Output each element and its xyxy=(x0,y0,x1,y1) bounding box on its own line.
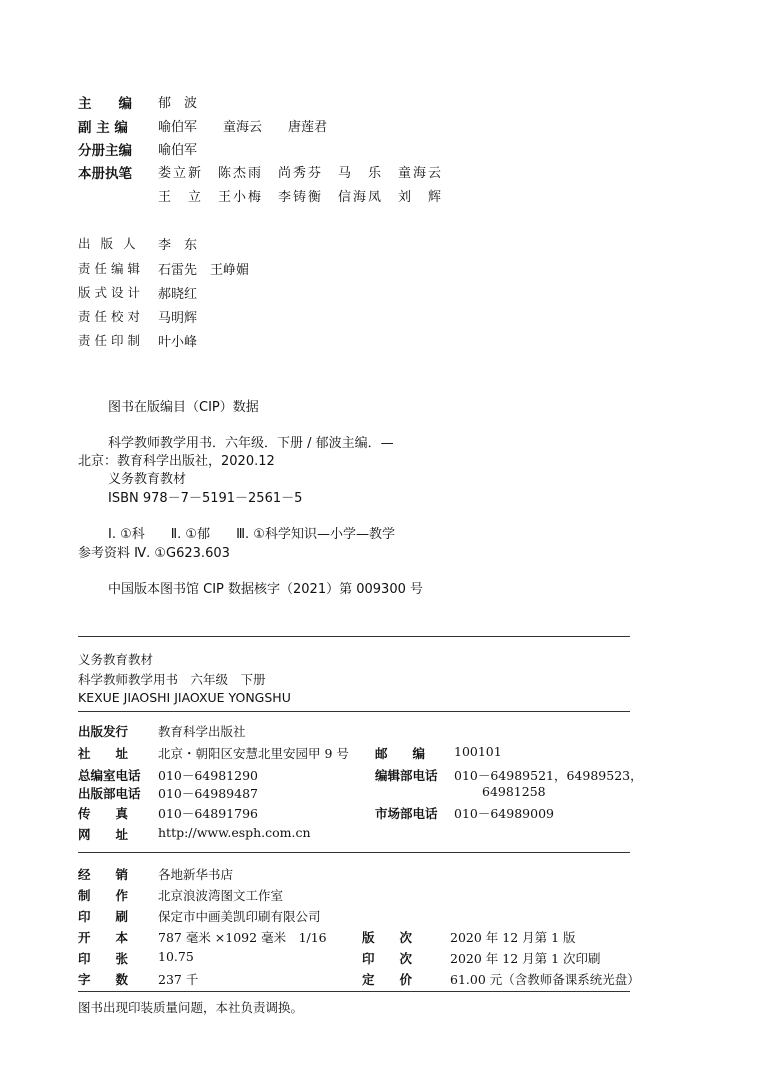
deputy-editor-label: 副 主 编 xyxy=(78,120,128,136)
format-label: 开 本 xyxy=(78,930,129,945)
distributor-value: 各地新华书店 xyxy=(158,867,234,882)
cip-line-2: 北京：教育科学出版社，2020.12 xyxy=(78,454,275,469)
print-supervisor-label: 责任印制 xyxy=(78,333,145,348)
deputy-editor-names: 喻伯军 童海云 唐莲君 xyxy=(158,120,328,135)
editorial-tel-value-2: 64981258 xyxy=(482,784,546,799)
issuer-label: 出版发行 xyxy=(78,724,129,739)
postcode-label: 邮 编 xyxy=(375,746,426,761)
chief-editor-label: 主 编 xyxy=(78,96,132,112)
impression-label: 印 次 xyxy=(362,951,413,966)
editorial-tel-value: 010－64989521，64989523， xyxy=(454,768,643,783)
address-label: 社 址 xyxy=(78,746,129,761)
cip-line-6: 参考资料 Ⅳ. ①G623.603 xyxy=(78,546,230,561)
cip-line-1: 科学教师教学用书．六年级．下册 / 郁波主编．— xyxy=(108,436,394,451)
editors-value: 石雷先 王峥媚 xyxy=(158,263,250,278)
distributor-label: 经 销 xyxy=(78,867,129,882)
market-tel-value: 010－64989009 xyxy=(454,806,554,821)
volume-editor-label: 分册主编 xyxy=(78,143,132,159)
price-value: 61.00 元（含教师备课系统光盘） xyxy=(450,972,640,987)
design-value: 郝晓红 xyxy=(158,287,198,302)
cip-line-7: 中国版本图书馆 CIP 数据核字（2021）第 009300 号 xyxy=(108,582,423,597)
website-label: 网 址 xyxy=(78,827,129,842)
maker-label: 制 作 xyxy=(78,888,129,903)
editors-label: 责任编辑 xyxy=(78,261,145,276)
publisher-value: 李 东 xyxy=(158,238,198,253)
writers-names-line2: 王 立 王小梅 李铸衡 信海凤 刘 辉 xyxy=(158,190,444,205)
book-pinyin: KEXUE JIAOSHI JIAOXUE YONGSHU xyxy=(78,690,291,705)
format-value: 787 毫米 ×1092 毫米 1/16 xyxy=(158,930,327,945)
publisher-label: 出版人 xyxy=(78,236,146,251)
website-value: http://www.esph.com.cn xyxy=(158,825,311,840)
word-count-label: 字 数 xyxy=(78,972,129,987)
divider-top xyxy=(78,636,630,637)
book-series: 义务教育教材 xyxy=(78,652,154,667)
editorial-tel-label: 编辑部电话 xyxy=(375,768,438,783)
printer-label: 印 刷 xyxy=(78,909,129,924)
sheets-label: 印 张 xyxy=(78,951,129,966)
maker-value: 北京浪波湾图文工作室 xyxy=(158,888,284,903)
chief-editor-names: 郁 波 xyxy=(158,96,198,111)
pub-tel-value: 010－64989487 xyxy=(158,786,258,801)
edition-value: 2020 年 12 月第 1 版 xyxy=(450,930,576,945)
printer-value: 保定市中画美凯印刷有限公司 xyxy=(158,909,321,924)
price-label: 定 价 xyxy=(362,972,413,987)
book-title: 科学教师教学用书 六年级 下册 xyxy=(78,672,266,687)
divider-middle xyxy=(78,852,630,853)
print-supervisor-value: 叶小峰 xyxy=(158,335,198,350)
design-label: 版式设计 xyxy=(78,285,145,300)
pub-tel-label: 出版部电话 xyxy=(78,786,141,801)
address-value: 北京・朝阳区安慧北里安园甲 9 号 xyxy=(158,746,349,761)
quality-note: 图书出现印装质量问题，本社负责调换。 xyxy=(78,1000,304,1015)
market-tel-label: 市场部电话 xyxy=(375,806,438,821)
proofread-value: 马明辉 xyxy=(158,311,198,326)
fax-label: 传 真 xyxy=(78,806,129,821)
office-tel-value: 010－64981290 xyxy=(158,768,258,783)
cip-line-3: 义务教育教材 xyxy=(108,472,187,487)
postcode-value: 100101 xyxy=(454,744,502,759)
divider-title xyxy=(78,711,630,712)
cip-line-5: Ⅰ. ①科 Ⅱ. ①郁 Ⅲ. ①科学知识—小学—教学 xyxy=(108,527,395,542)
volume-editor-names: 喻伯军 xyxy=(158,143,198,158)
edition-label: 版 次 xyxy=(362,930,413,945)
writers-names-line1: 娄立新 陈杰雨 尚秀芬 马 乐 童海云 xyxy=(158,166,444,181)
cip-heading: 图书在版编目（CIP）数据 xyxy=(108,400,259,415)
proofread-label: 责任校对 xyxy=(78,309,145,324)
divider-bottom xyxy=(78,991,630,992)
issuer-value: 教育科学出版社 xyxy=(158,724,246,739)
sheets-value: 10.75 xyxy=(158,949,194,964)
cip-line-4: ISBN 978－7－5191－2561－5 xyxy=(108,491,303,506)
impression-value: 2020 年 12 月第 1 次印刷 xyxy=(450,951,601,966)
word-count-value: 237 千 xyxy=(158,972,199,987)
fax-value: 010－64891796 xyxy=(158,806,258,821)
office-tel-label: 总编室电话 xyxy=(78,768,141,783)
writers-label: 本册执笔 xyxy=(78,166,132,182)
